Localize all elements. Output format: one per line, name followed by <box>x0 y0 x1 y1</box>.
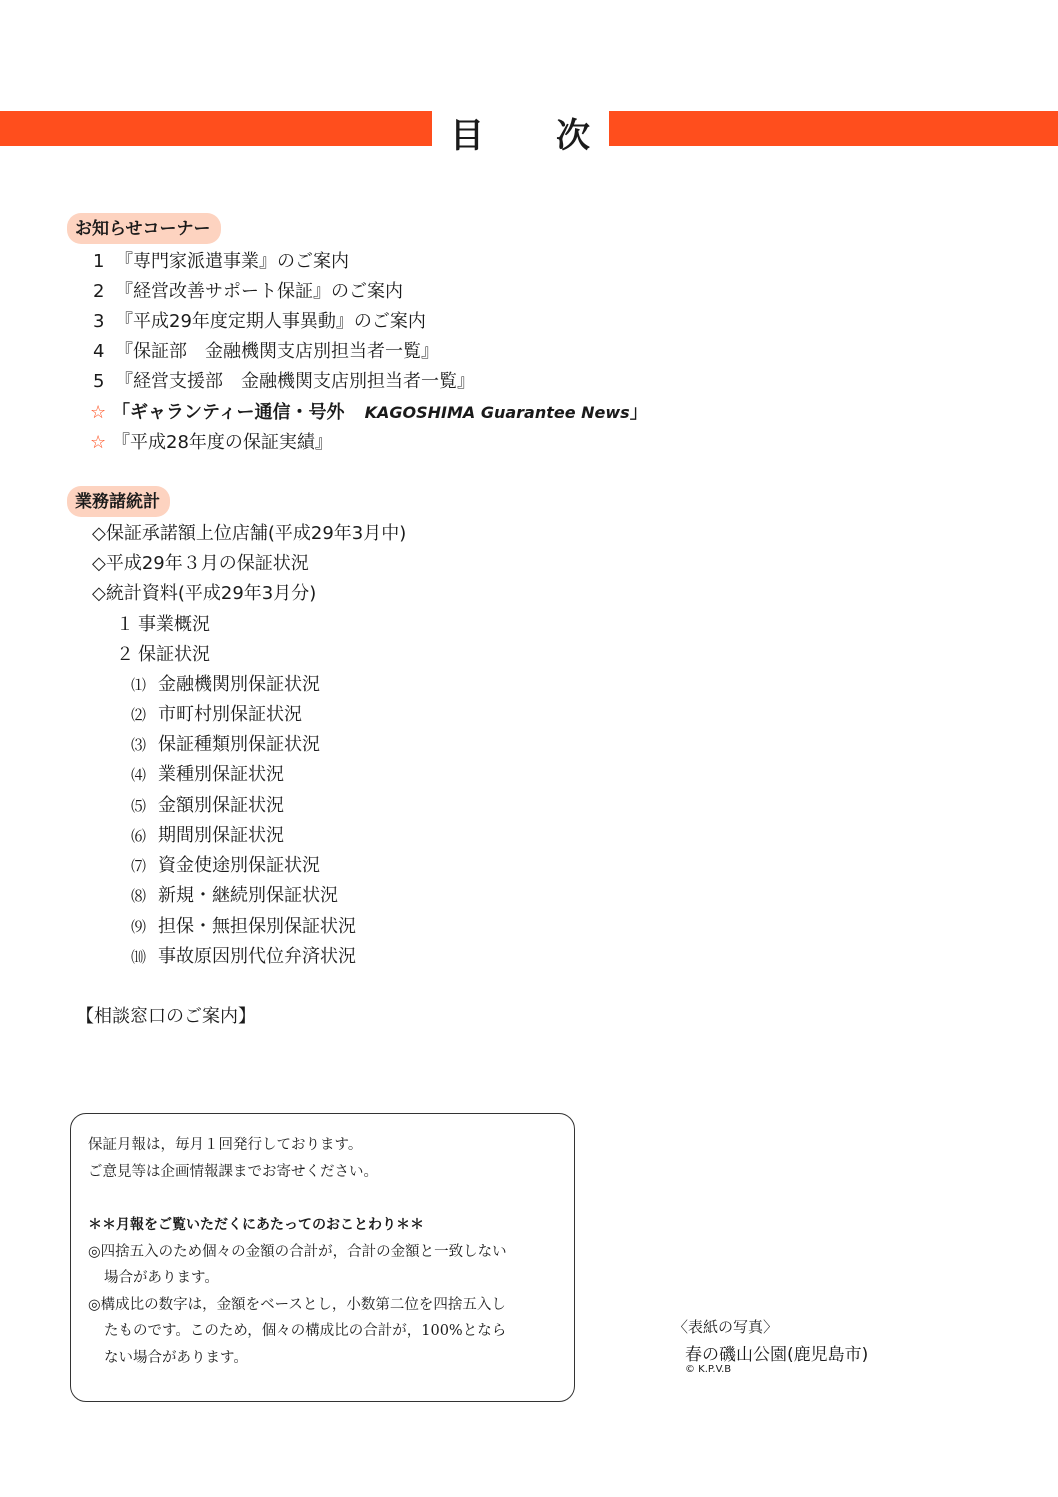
stats-section[interactable] <box>116 643 210 667</box>
subitem-number: ⑻ <box>131 887 147 905</box>
subitem-number: ⑹ <box>131 827 147 845</box>
item-number: 3 <box>93 311 105 332</box>
publication-notice-box <box>70 1113 575 1402</box>
box-note: たものです。このため，個々の構成比の合計が，100%となら <box>104 1323 507 1339</box>
item-text: 『平成28年度の保証実績』 <box>112 432 333 453</box>
section-text: 保証状況 <box>138 644 210 665</box>
cover-photo-label: 〈表紙の写真〉 <box>673 1318 779 1336</box>
subitem-number: ⑺ <box>131 857 147 875</box>
box-notice-title: ＊＊月報をご覧いただくにあたってのおことわり＊＊ <box>88 1217 424 1233</box>
stats-subitem[interactable] <box>131 854 320 878</box>
stats-subitem[interactable] <box>131 703 302 727</box>
section-heading-notice: お知らせコーナー <box>67 213 221 244</box>
subitem-text: 事故原因別代位弁済状況 <box>158 946 356 967</box>
subitem-text: 保証種類別保証状況 <box>158 734 320 755</box>
stats-subitem[interactable] <box>131 733 320 757</box>
cover-photo-caption: 春の磯山公園(鹿児島市) <box>685 1345 869 1365</box>
stats-subitem[interactable] <box>131 915 356 939</box>
item-text: 『経営改善サポート保証』のご案内 <box>115 281 403 302</box>
section-text: 事業概況 <box>138 614 210 635</box>
subitem-text: 市町村別保証状況 <box>158 704 302 725</box>
section-heading-stats: 業務諸統計 <box>67 486 170 517</box>
subitem-number: ⑵ <box>131 706 147 724</box>
star-icon: ☆ <box>90 432 107 453</box>
section-number: １ <box>116 614 134 635</box>
stats-subitem[interactable] <box>131 884 338 908</box>
notice-item[interactable] <box>93 280 403 304</box>
stats-subitem[interactable] <box>131 673 320 697</box>
box-line: 保証月報は，毎月１回発行しております。 <box>88 1137 363 1153</box>
subitem-number: ⑷ <box>131 766 147 784</box>
stats-section[interactable] <box>116 613 210 637</box>
box-note: 場合があります。 <box>104 1270 219 1286</box>
item-text: 『経営支援部 金融機関支店別担当者一覧』 <box>115 371 475 392</box>
consult-link[interactable]: 【相談窓口のご案内】 <box>76 1006 256 1027</box>
stats-subitem[interactable] <box>131 794 284 818</box>
subitem-number: ⑶ <box>131 736 147 754</box>
notice-item[interactable] <box>93 310 426 334</box>
item-number: 4 <box>93 341 105 362</box>
item-text: 『保証部 金融機関支店別担当者一覧』 <box>115 341 439 362</box>
box-note: ない場合があります。 <box>104 1350 248 1366</box>
header-bar-left <box>0 111 432 146</box>
page-title-left: 目 <box>450 116 484 156</box>
item-text: 『専門家派遣事業』のご案内 <box>115 251 349 272</box>
subitem-number: ⑸ <box>131 797 147 815</box>
section-number: ２ <box>116 644 134 665</box>
stats-subitem[interactable] <box>131 763 284 787</box>
stats-subitem[interactable] <box>131 824 284 848</box>
subitem-text: 担保・無担保別保証状況 <box>158 916 356 937</box>
item-latin-text: KAGOSHIMA Guarantee News <box>364 403 630 422</box>
item-number: 2 <box>93 281 105 302</box>
subitem-text: 金融機関別保証状況 <box>158 674 320 695</box>
page-title <box>432 104 609 156</box>
header-bar-right <box>609 111 1058 146</box>
box-note: ◎四捨五入のため個々の金額の合計が，合計の金額と一致しない <box>88 1244 507 1260</box>
stats-subitem[interactable] <box>131 945 356 969</box>
notice-item[interactable] <box>93 340 439 364</box>
subitem-number: ⑼ <box>131 918 147 936</box>
item-text: 『平成29年度定期人事異動』のご案内 <box>115 311 426 332</box>
item-text: 「ギャランティー通信・号外 <box>112 402 345 423</box>
notice-item[interactable] <box>93 370 475 394</box>
subitem-number: ⑴ <box>131 676 147 694</box>
box-note: ◎構成比の数字は，金額をベースとし，小数第二位を四捨五入し <box>88 1297 506 1313</box>
subitem-text: 金額別保証状況 <box>158 795 284 816</box>
subitem-text: 期間別保証状況 <box>158 825 284 846</box>
item-number: 5 <box>93 371 105 392</box>
box-line: ご意見等は企画情報課までお寄せください。 <box>88 1164 378 1180</box>
subitem-number: ⑽ <box>131 948 147 966</box>
notice-item[interactable] <box>93 250 349 274</box>
item-number: 1 <box>93 251 105 272</box>
page-title-right: 次 <box>556 116 590 156</box>
stats-item[interactable]: ◇平成29年３月の保証状況 <box>92 553 309 574</box>
notice-item-special[interactable] <box>90 431 333 455</box>
subitem-text: 新規・継続別保証状況 <box>158 885 338 906</box>
subitem-text: 業種別保証状況 <box>158 764 284 785</box>
notice-item-special[interactable] <box>90 401 648 425</box>
cover-photo-credit: © K.P.V.B <box>685 1364 732 1375</box>
subitem-text: 資金使途別保証状況 <box>158 855 320 876</box>
item-close: 」 <box>629 402 648 423</box>
stats-item[interactable]: ◇統計資料(平成29年3月分) <box>92 583 317 604</box>
star-icon: ☆ <box>90 402 107 423</box>
stats-item[interactable]: ◇保証承諾額上位店舗(平成29年3月中) <box>92 523 407 544</box>
